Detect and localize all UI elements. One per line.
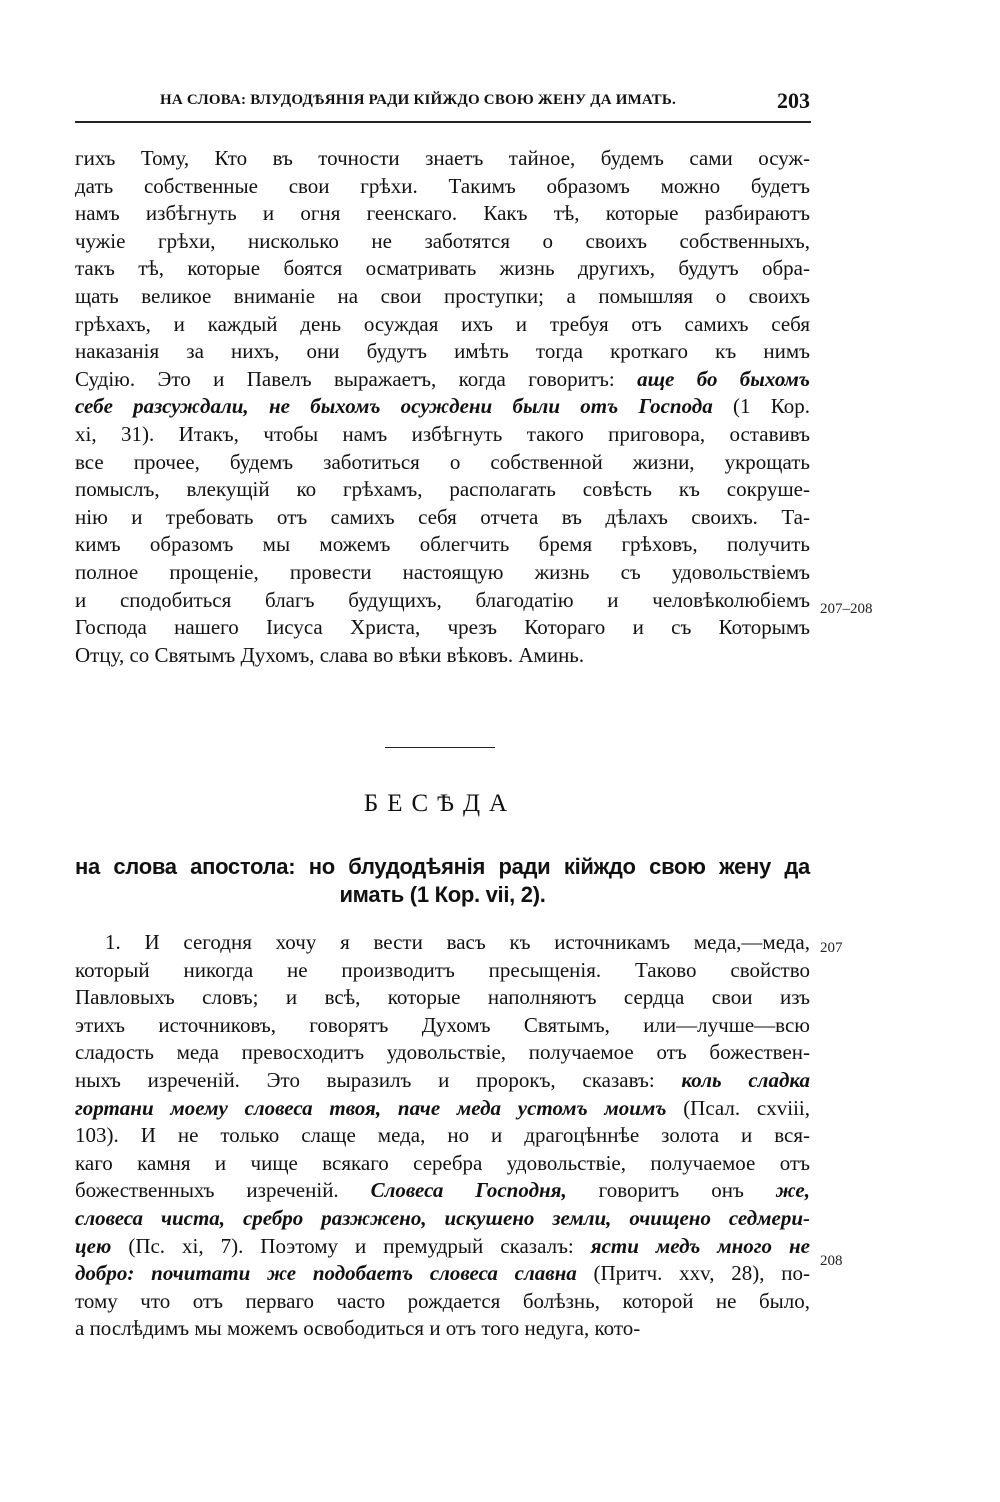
- text-line: [75, 421, 810, 449]
- text-segment: каго камня и чище всякаго серебра удовольствіе, получаемое отъ: [75, 1150, 810, 1175]
- text-segment: нію и требовать отъ самихъ себя отчета въ дѣлахъ своихъ. Та-: [75, 504, 810, 529]
- text-segment: этихъ источниковъ, говорятъ Духомъ Святымъ, или—лучше—всю: [75, 1012, 810, 1037]
- text-segment: Господа нашего Іисуса Христа, чрезъ Котораго и съ Которымъ: [75, 615, 810, 640]
- text-segment: божественныхъ изреченій.: [75, 1178, 371, 1203]
- text-line: [75, 449, 810, 477]
- section-subtitle: [75, 853, 810, 909]
- text-segment: 103). И не только слаще меда, но и драгоцѣннѣе золота и вся-: [75, 1123, 810, 1148]
- text-line: [75, 1205, 810, 1233]
- text-segment: намъ избѣгнуть и огня геенскаго. Какъ тѣ, которые разбираютъ: [75, 201, 810, 226]
- italic-quote: цею: [75, 1233, 112, 1258]
- margin-note: 207: [820, 940, 843, 956]
- italic-quote: Словеса Господня,: [370, 1178, 567, 1203]
- text-segment: тому что отъ перваго часто рождается болѣзнь, которой не было,: [75, 1288, 810, 1313]
- text-line: [75, 587, 810, 615]
- text-line: [75, 957, 810, 985]
- text-line: [75, 1122, 810, 1150]
- text-line: [75, 393, 810, 421]
- text-segment: чужіе грѣхи, нисколько не заботятся о своихъ собственныхъ,: [75, 228, 810, 253]
- text-segment: полное прощеніе, провести настоящую жизнь съ удовольствіемъ: [75, 559, 810, 584]
- text-segment: гихъ Тому, Кто въ точности знаетъ тайное, будемъ сами осуж-: [75, 146, 810, 170]
- text-segment: говоритъ онъ: [566, 1178, 776, 1203]
- text-segment: ныхъ изреченій. Это выразилъ и пророкъ, сказавъ:: [75, 1067, 682, 1092]
- text-block-homily-body: [75, 929, 810, 1343]
- text-line: [75, 338, 810, 366]
- text-segment: а послѣдимъ мы можемъ освободиться и отъ того недуга, кото-: [75, 1316, 641, 1341]
- subtitle-line: имать (1 Кор. vii, 2).: [339, 882, 546, 907]
- text-segment: (Пс. xi, 7). Поэтому и премудрый сказалъ:: [111, 1233, 591, 1258]
- text-line: [75, 476, 810, 504]
- text-line: [75, 504, 810, 532]
- text-line: [75, 366, 810, 394]
- text-line: [75, 559, 810, 587]
- text-line: [75, 1288, 810, 1316]
- page-number: 203: [777, 88, 810, 113]
- italic-quote: коль сладка: [681, 1067, 810, 1092]
- text-line: [75, 173, 810, 201]
- italic-quote: словеса чиста, сребро разжжено, искушено земли, очищено седмери-: [75, 1205, 810, 1230]
- italic-quote: себе разсуждали, не быхомъ осуждени были отъ Господа: [75, 394, 713, 419]
- text-line: [75, 1260, 810, 1288]
- text-line: [75, 531, 810, 559]
- text-segment: такъ тѣ, которые боятся осматривать жизнь другихъ, будутъ обра-: [75, 256, 810, 281]
- text-line: [75, 614, 810, 642]
- italic-quote: гортани моему словеса твоя, паче меда устомъ моимъ: [75, 1095, 667, 1120]
- text-line: [75, 1067, 810, 1095]
- text-line: [75, 1039, 810, 1067]
- text-segment: наказанія за нихъ, они будутъ имѣть тогда кроткаго къ нимъ: [75, 339, 810, 364]
- text-segment: все прочее, будемъ заботиться о собственной жизни, укрощать: [75, 449, 810, 474]
- text-block-previous-homily-ending: [75, 145, 810, 669]
- section-divider: [385, 747, 495, 748]
- running-head: [160, 90, 810, 116]
- text-segment: Павловыхъ словъ; и всѣ, которые наполняютъ сердца свои изъ: [75, 985, 810, 1010]
- text-line: [75, 1012, 810, 1040]
- text-line: [75, 1150, 810, 1178]
- margin-note: 207–208: [820, 601, 873, 617]
- running-title: НА СЛОВА: ВЛУДОДѢЯНІЯ РАДИ КІЙЖДО СВОЮ ЖЕНУ ДА ИМАТЬ.: [160, 92, 676, 108]
- text-segment: дать собственные свои грѣхи. Такимъ образомъ можно будетъ: [75, 173, 810, 198]
- text-segment: xi, 31). Итакъ, чтобы намъ избѣгнуть такого приговора, оставивъ: [75, 421, 810, 446]
- text-segment: 1. И сегодня хочу я вести васъ къ источникамъ меда,—меда,: [105, 930, 810, 954]
- text-segment: который никогда не производитъ пресыщенія. Таково свойство: [75, 957, 810, 982]
- text-segment: грѣхахъ, и каждый день осуждая ихъ и требуя отъ самихъ себя: [75, 311, 810, 336]
- text-line: [75, 1315, 810, 1343]
- text-segment: щать великое вниманіе на свои проступки; а помышляя о своихъ: [75, 283, 810, 308]
- text-segment: (Псал. cxviii,: [666, 1095, 810, 1120]
- text-line: [75, 283, 810, 311]
- text-line: [75, 1233, 810, 1261]
- italic-quote: же,: [775, 1178, 810, 1203]
- text-segment: (Притч. xxv, 28), по-: [576, 1261, 810, 1286]
- text-segment: Отцу, со Святымъ Духомъ, слава во вѣки вѣковъ. Аминь.: [75, 642, 585, 667]
- italic-quote: аще бо быхомъ: [637, 366, 810, 391]
- text-segment: кимъ образомъ мы можемъ облегчить бремя грѣховъ, получить: [75, 532, 810, 557]
- subtitle-line: на слова апостола: но блудодѣянія ради кійждо свою жену да: [75, 854, 810, 879]
- text-segment: помыслъ, влекущій ко грѣхамъ, располагать совѣсть къ сокруше-: [75, 477, 810, 502]
- text-line: [75, 642, 810, 670]
- margin-note: 208: [820, 1253, 843, 1269]
- italic-quote: ясти медъ много не: [590, 1233, 810, 1258]
- text-segment: (1 Кор.: [712, 394, 810, 419]
- text-segment: Судію. Это и Павелъ выражаетъ, когда говоритъ:: [75, 366, 638, 391]
- text-segment: и сподобиться благъ будущихъ, благодатію и человѣколюбіемъ: [75, 587, 810, 612]
- header-rule: [75, 121, 811, 123]
- text-line: [75, 929, 810, 957]
- italic-quote: добро: почитати же подобаетъ словеса славна: [75, 1261, 577, 1286]
- text-line: [75, 200, 810, 228]
- text-line: [75, 1095, 810, 1123]
- text-line: [75, 228, 810, 256]
- text-line: [75, 311, 810, 339]
- text-segment: сладость меда превосходитъ удовольствіе, получаемое отъ божествен-: [75, 1040, 810, 1065]
- text-line: [75, 984, 810, 1012]
- text-line: [75, 145, 810, 173]
- text-line: [75, 255, 810, 283]
- text-line: [75, 1177, 810, 1205]
- section-title: БЕСѢДА: [363, 790, 517, 817]
